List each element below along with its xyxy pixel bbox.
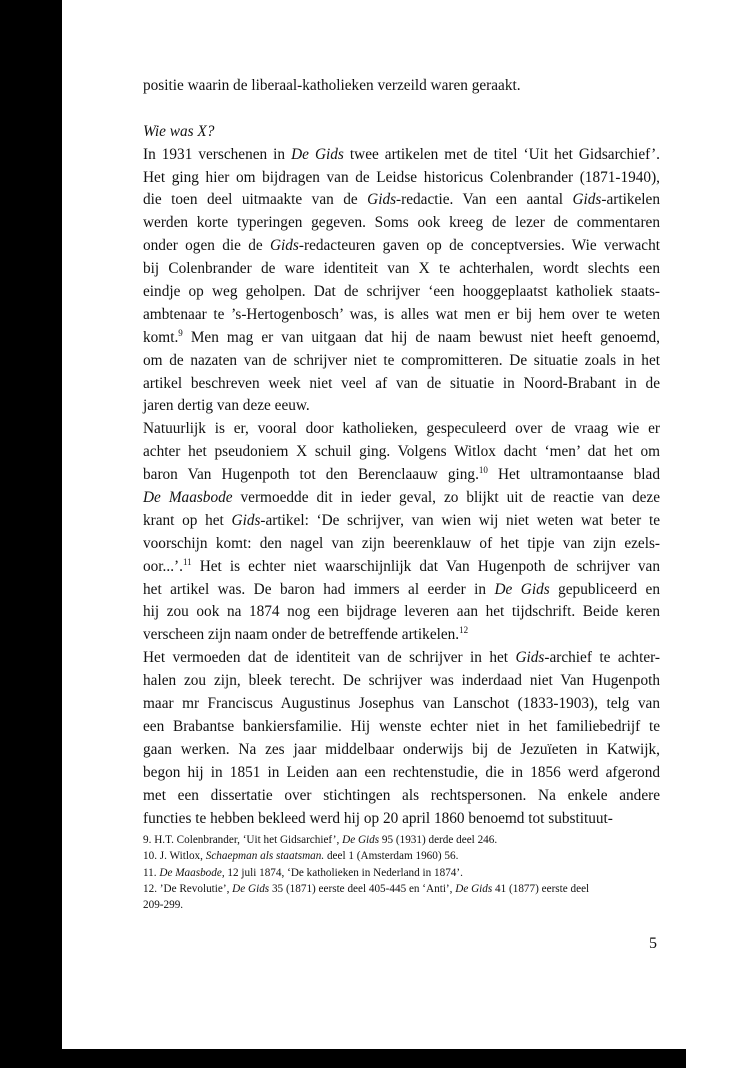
text-line: voorschijn komt: den nagel van zijn beerenklauw of het tipje van zijn ezels- (143, 534, 660, 552)
italic-text: De Maasbode, (159, 866, 225, 879)
text-line: Het vermoeden dat de identiteit van de schrijver in het Gids-archief te achter- (143, 649, 660, 667)
text-line: functies te hebben bekleed werd hij op 20 april 1860 benoemd tot substituut- (143, 809, 613, 827)
page-body (143, 75, 660, 830)
text-line: baron Van Hugenpoth tot den Berenclaauw ging.$^{10}$ Het ultramontaanse blad (143, 465, 660, 484)
footnote-reference: 12 (459, 625, 469, 636)
scan-border-bottom (0, 1049, 686, 1068)
text-line: artikel beschreven week niet veel af van de situatie in Noord-Brabant in de (143, 374, 660, 392)
text-line: eindje op weg geholpen. Dat de schrijver ‘een hooggeplaatst katholiek staats- (143, 283, 660, 301)
text-line: Natuurlijk is er, vooral door katholieken, gespeculeerd over de vraag wie er (143, 420, 660, 438)
text-line: jaren dertig van deze eeuw. (143, 397, 310, 415)
footnote-reference: 10 (478, 465, 488, 476)
italic-text: De Gids (494, 580, 550, 598)
text-line: maar mr Franciscus Augustinus Josephus van Lanschot (1833-1903), telg van (143, 695, 660, 713)
text-line: om de nazaten van de schrijver niet te compromitteren. De situatie zoals in het (143, 351, 660, 369)
text-line: het artikel was. De baron had immers al eerder in De Gids gepubliceerd en (143, 580, 660, 598)
italic-text: Gids (515, 649, 545, 667)
footnote-reference: 9 (178, 327, 183, 338)
text-line: oor...’.$^{11}$ Het is echter niet waarschijnlijk dat Van Hugenpoth de schrijver van (143, 556, 660, 575)
italic-text: Schaepman als staatsman. (205, 850, 325, 863)
text-line: verscheen zijn naam onder de betreffende artikelen.$^{12}$ (143, 625, 469, 644)
text-line: werden korte typeringen gegeven. Soms ook kreeg de lezer de commentaren (143, 214, 660, 232)
footnote-line: 12. ’De Revolutie’, De Gids 35 (1871) eerste deel 405-445 en ‘Anti’, De Gids 41 (1877) eerste deel (143, 882, 590, 895)
intro-paragraph (143, 75, 660, 98)
text-line: halen zou zijn, bleek terecht. De schrijver was inderdaad niet Van Hugenpoth (143, 672, 660, 690)
footnotes (143, 832, 663, 913)
section-heading (143, 121, 660, 144)
paragraph-1 (143, 144, 660, 419)
italic-text: De Gids (232, 882, 270, 895)
text-line: die toen deel uitmaakte van de Gids-redactie. Van een aantal Gids-artikelen (143, 191, 660, 209)
text-line: ambtenaar te ’s-Hertogenbosch’ was, is alles wat men er bij hem over te weten (143, 305, 660, 323)
heading-text: Wie was X? (143, 122, 215, 140)
text-line: met een dissertatie over stichtingen als rechtspersonen. Na enkele andere (143, 786, 660, 804)
footnote-line: 209-299. (143, 899, 184, 912)
page-number: 5 (649, 935, 657, 952)
italic-text: De Maasbode (143, 489, 233, 507)
footnote-line: 9. H.T. Colenbrander, ‘Uit het Gidsarchief’, De Gids 95 (1931) derde deel 246. (143, 834, 498, 846)
italic-text: Gids (572, 191, 602, 209)
italic-text: Gids (231, 511, 261, 529)
footnote-line: 10. J. Witlox, Schaepman als staatsman. deel 1 (Amsterdam 1960) 56. (143, 850, 459, 863)
text-line: Het ging hier om bijdragen van de Leidse historicus Colenbrander (1871-1940), (143, 168, 660, 186)
text-line: achter het pseudoniem X schuil ging. Volgens Witlox dacht ‘men’ dat het om (143, 443, 660, 461)
italic-text: De Gids (455, 882, 493, 895)
text-line: In 1931 verschenen in De Gids twee artikelen met de titel ‘Uit het Gidsarchief’. (143, 145, 661, 163)
text-line: een Brabantse bankiersfamilie. Hij wenste echter niet in het familiebedrijf te (143, 717, 660, 735)
text-line: begon hij in 1851 in Leiden aan een rechtenstudie, die in 1856 werd afgerond (143, 763, 660, 781)
text-line: bij Colenbrander de ware identiteit van X te achterhalen, wordt slechts een (143, 260, 660, 278)
italic-text: De Gids (291, 145, 344, 163)
intro-line: positie waarin de liberaal-katholieken verzeild waren geraakt. (143, 77, 521, 94)
italic-text: Gids (269, 237, 299, 255)
text-line: gaan werken. Na zes jaar middelbaar onderwijs bij de Jezuïeten in Katwijk, (143, 740, 660, 758)
text-line: onder ogen die de Gids-redacteuren gaven op de conceptversies. Wie verwacht (143, 237, 660, 255)
scan-border-left (0, 0, 62, 1068)
text-line: komt.$^9$ Men mag er van uitgaan dat hij de naam bewust niet heeft genoemd, (143, 327, 660, 346)
italic-text: Gids (367, 191, 397, 209)
paragraph-3 (143, 647, 660, 830)
footnote-reference: 11 (182, 556, 192, 567)
text-line: krant op het Gids-artikel: ‘De schrijver, van wien wij niet weten wat beter te (143, 511, 661, 529)
text-line: De Maasbode vermoedde dit in ieder geval, zo blijkt uit de reactie van deze (143, 489, 660, 507)
footnote-line: 11. De Maasbode, 12 juli 1874, ‘De katholieken in Nederland in 1874’. (143, 866, 463, 879)
paragraph-2 (143, 418, 660, 647)
italic-text: De Gids (342, 834, 380, 846)
text-line: hij zou ook na 1874 nog een bijdrage leveren aan het tijdschrift. Beide keren (143, 603, 660, 621)
